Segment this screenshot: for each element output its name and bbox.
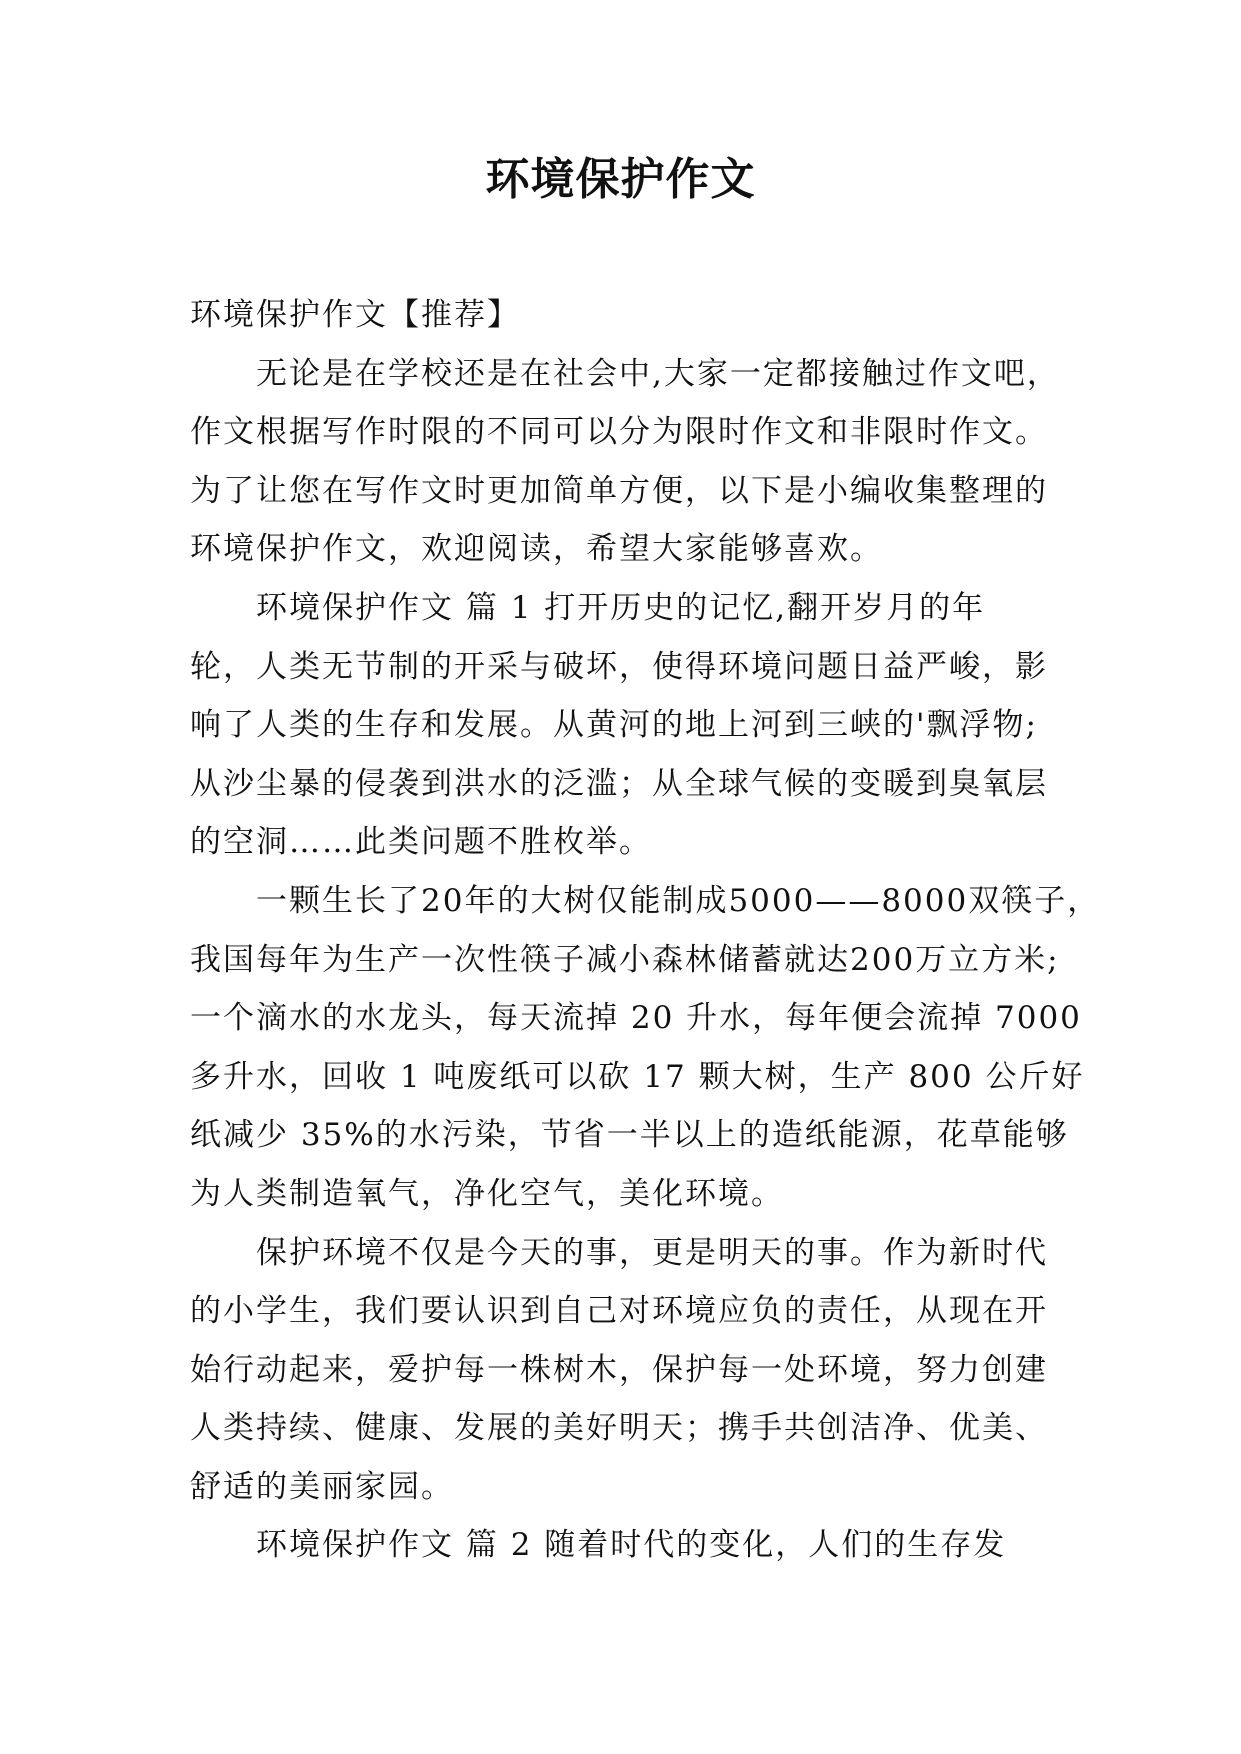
body-line: 始行动起来，爱护每一株树木，保护每一处环境，努力创建 [190,1351,1048,1388]
body-line: 作文根据写作时限的不同可以分为限时作文和非限时作文。 [190,414,1048,451]
body-line: 的小学生，我们要认识到自己对环境应负的责任，从现在开 [190,1293,1048,1330]
subtitle-line: 环境保护作文【推荐】 [190,297,520,333]
body-line: 我国每年为生产一次性筷子减小森林储蓄就达200万立方米; [190,941,1060,978]
body-line: 一个滴水的水龙头，每天流掉 20 升水，每年便会流掉 7000 [190,1000,1082,1037]
body-line: 一颗生长了20年的大树仅能制成5000——8000双筷子， [256,882,1101,919]
body-line: 纸减少 35%的水污染，节省一半以上的造纸能源，花草能够 [190,1117,1069,1154]
body-line: 响了人类的生存和发展。从黄河的地上河到三峡的'飘浮物; [190,707,1038,744]
document-title: 环境保护作文 [485,154,756,205]
body-line: 轮，人类无节制的开采与破坏，使得环境问题日益严峻，影 [190,648,1048,685]
body-line: 无论是在学校还是在社会中,大家一定都接触过作文吧， [256,355,1060,392]
body-line: 保护环境不仅是今天的事，更是明天的事。作为新时代 [256,1234,1048,1271]
body-line: 多升水，回收 1 吨废纸可以砍 17 颗大树，生产 800 公斤好 [190,1058,1085,1095]
body-line: 舒适的美丽家园。 [190,1468,454,1505]
body-line: 从沙尘暴的侵袭到洪水的泛滥；从全球气候的变暖到臭氧层 [190,765,1048,802]
body-line: 为人类制造氧气，净化空气，美化环境。 [190,1175,784,1212]
section-2-line: 环境保护作文 篇 2 随着时代的变化，人们的生存发 [256,1527,1007,1564]
body-line: 的空洞……此类问题不胜枚举。 [190,824,652,861]
section-1-line: 环境保护作文 篇 1 打开历史的记忆,翻开岁月的年 [256,589,986,626]
body-line: 环境保护作文，欢迎阅读，希望大家能够喜欢。 [190,531,883,568]
document-body [190,286,1101,1575]
body-line: 人类持续、健康、发展的美好明天；携手共创洁净、优美、 [190,1410,1048,1447]
body-line: 为了让您在写作文时更加简单方便，以下是小编收集整理的 [190,472,1048,509]
